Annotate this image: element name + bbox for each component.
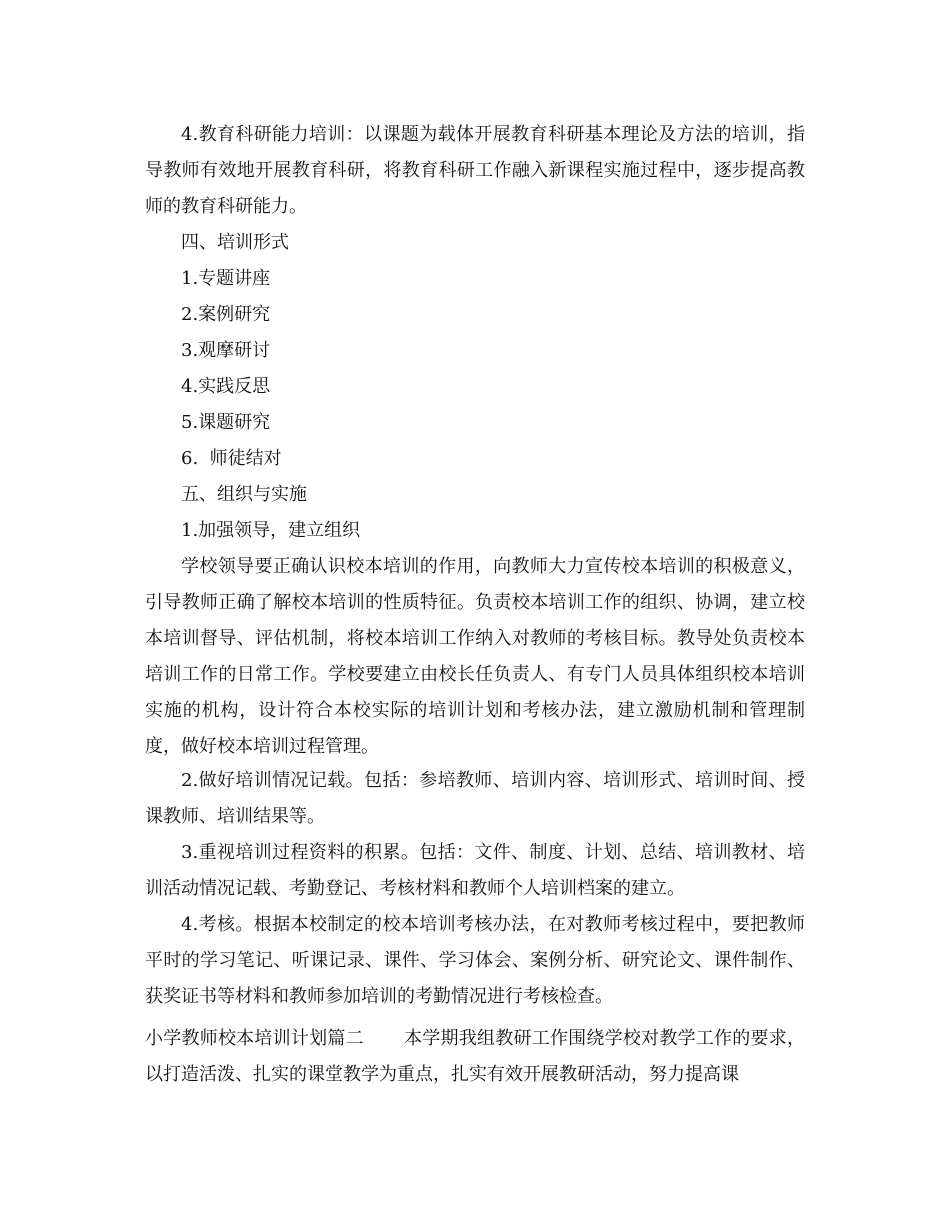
list-item-training-form: 5.课题研究 [181, 412, 271, 433]
heading-organization: 五、组织与实施 [181, 484, 307, 505]
section-two-title: 小学教师校本培训计划篇二 [145, 1028, 364, 1049]
list-item-training-form: 4.实践反思 [181, 376, 271, 397]
paragraph-leadership: 学校领导要正确认识校本培训的作用，向教师大力宣传校本培训的积极意义，引导教师正确了解校本培训的性质特征。负责校本培训工作的组织、协调，建立校本培训督导、评估机制，将校本培训工作纳入对教师的考核目标。教导处负责校本培训工作的日常工作。学校要建立由校长任负责人、有专门人员具体组织校本培训实施的机构，设计符合本校实际的培训计划和考核办法，建立激励机制和管理制度，做好校本培训过程管理。 [145, 556, 805, 757]
paragraph-materials: 3.重视培训过程资料的积累。包括：文件、制度、计划、总结、培训教材、培训活动情况记载、考勤登记、考核材料和教师个人培训档案的建立。 [145, 842, 805, 899]
section-two-body: 本学期我组教研工作围绕学校对教学工作的要求，以打造活泼、扎实的课堂教学为重点，扎实有效开展教研活动，努力提高课 [145, 1028, 806, 1085]
paragraph-records: 2.做好培训情况记载。包括：参培教师、培训内容、培训形式、培训时间、授课教师、培训结果等。 [145, 770, 805, 827]
list-item-training-form: 3.观摩研讨 [181, 340, 271, 361]
list-item-training-form: 2.案例研究 [181, 304, 271, 325]
list-item-training-form: 1.专题讲座 [181, 268, 271, 289]
paragraph-research-training: 4.教育科研能力培训：以课题为载体开展教育科研基本理论及方法的培训，指导教师有效地开展教育科研，将教育科研工作融入新课程实施过程中，逐步提高教师的教育科研能力。 [145, 124, 805, 217]
paragraph-assessment: 4.考核。根据本校制定的校本培训考核办法，在对教师考核过程中，要把教师平时的学习笔记、听课记录、课件、学习体会、案例分析、研究论文、课件制作、获奖证书等材料和教师参加培训的考勤情况进行考核检查。 [145, 914, 805, 1007]
item-leadership: 1.加强领导，建立组织 [181, 520, 361, 541]
section-two-block [145, 1021, 805, 1093]
list-item-training-form: 6. 师徒结对 [181, 448, 282, 469]
heading-training-forms: 四、培训形式 [181, 232, 289, 253]
